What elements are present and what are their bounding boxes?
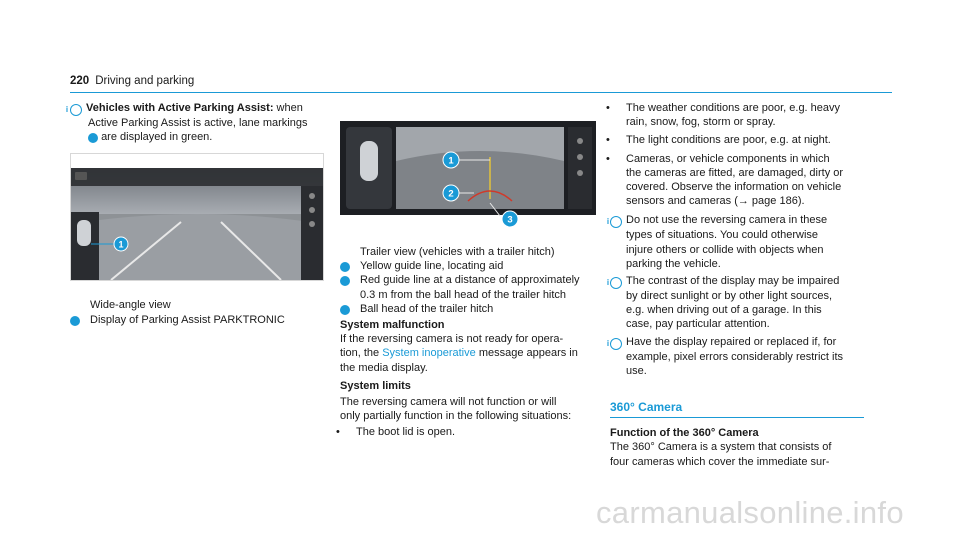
tip-text: Active Parking Assist is active, lane markings bbox=[88, 117, 308, 129]
callout-1-icon: 1 bbox=[70, 316, 80, 326]
limits-heading: System limits bbox=[340, 379, 411, 392]
trailer-view-illustration bbox=[340, 101, 596, 227]
section-divider bbox=[610, 417, 864, 418]
figure-caption: Trailer view (vehicles with a trailer hitch) bbox=[360, 246, 555, 258]
malfunction-text bbox=[340, 332, 598, 375]
info-circle-icon: i bbox=[610, 277, 622, 289]
section-title: Driving and parking bbox=[95, 75, 195, 87]
legend-text: 0.3 m from the ball head of the trailer hitch bbox=[360, 288, 567, 301]
svg-text:1: 1 bbox=[448, 155, 454, 167]
body-text: the media display. bbox=[340, 361, 428, 374]
body-text: tion, the bbox=[340, 347, 380, 360]
tip-text: parking the vehicle. bbox=[626, 257, 721, 270]
tip-active-parking bbox=[65, 101, 324, 144]
legend-text: Red guide line at a distance of approximately bbox=[360, 274, 580, 287]
list-item bbox=[606, 133, 864, 147]
legend-item bbox=[332, 273, 598, 301]
bullet-dot-icon: • bbox=[606, 152, 610, 165]
list-item-text: covered. Observe the information on vehicle bbox=[626, 181, 842, 194]
svg-text:1: 1 bbox=[118, 239, 124, 250]
info-circle-icon: i bbox=[610, 216, 622, 228]
list-item bbox=[606, 101, 864, 129]
legend-item bbox=[332, 302, 598, 316]
column-1 bbox=[62, 101, 324, 327]
legend-text: Yellow guide line, locating aid bbox=[360, 260, 504, 273]
page-header bbox=[70, 74, 194, 88]
wide-angle-camera-image bbox=[70, 153, 324, 281]
callout-2-icon: 2 bbox=[340, 276, 350, 286]
body-text: only partially function in the following situations: bbox=[340, 410, 572, 423]
limits-text bbox=[340, 395, 598, 423]
wide-angle-view-illustration bbox=[71, 154, 323, 280]
info-circle-icon: i bbox=[610, 338, 622, 350]
tip-text: types of situations. You could otherwise bbox=[626, 229, 819, 242]
function-text bbox=[610, 440, 864, 468]
tip-text: The contrast of the display may be impaired bbox=[626, 275, 840, 288]
tip-text: e.g. when driving out of a garage. In this bbox=[626, 304, 822, 317]
tip-text: Have the display repaired or replaced if, for bbox=[626, 335, 837, 348]
display-message: System inoperative bbox=[382, 347, 476, 360]
figure-caption: Wide-angle view bbox=[90, 299, 171, 312]
bullet-dot-icon: • bbox=[606, 102, 610, 114]
function-heading: Function of the 360° Camera bbox=[610, 427, 759, 440]
malfunction-heading: System malfunction bbox=[340, 319, 445, 332]
watermark: carmanualsonline.info bbox=[596, 495, 904, 530]
body-text: The 360° Camera is a system that consists of bbox=[610, 441, 832, 454]
column-2 bbox=[332, 101, 598, 440]
tip-text: are displayed in green. bbox=[101, 131, 213, 144]
svg-text:3: 3 bbox=[507, 214, 513, 226]
tip-text: injure others or collide with objects when bbox=[626, 243, 824, 256]
callout-1-icon: 1 bbox=[340, 262, 350, 272]
list-item bbox=[336, 425, 598, 439]
list-item-text: the cameras are fitted, are damaged, dirty or bbox=[626, 166, 844, 179]
svg-text:2: 2 bbox=[448, 188, 454, 200]
tip-block bbox=[606, 335, 864, 378]
header-divider bbox=[70, 92, 892, 93]
tip-block bbox=[606, 213, 864, 271]
callout-3-icon: 3 bbox=[340, 305, 350, 315]
legend-text: Display of Parking Assist PARKTRONIC bbox=[90, 313, 285, 326]
tip-text: example, pixel errors considerably restrict its bbox=[626, 350, 844, 363]
tip-text: use. bbox=[626, 364, 647, 377]
body-text: four cameras which cover the immediate sur- bbox=[610, 455, 830, 468]
list-item-text: The boot lid is open. bbox=[356, 426, 456, 439]
tip-text: Do not use the reversing camera in these bbox=[626, 214, 828, 227]
list-item bbox=[606, 152, 864, 209]
legend-item bbox=[62, 313, 324, 327]
page-number: 220 bbox=[70, 75, 90, 87]
tip-text: when bbox=[276, 102, 303, 114]
legend-text: Ball head of the trailer hitch bbox=[360, 302, 494, 315]
body-text: If the reversing camera is not ready for opera- bbox=[340, 333, 564, 346]
tip-text: case, pay particular attention. bbox=[626, 318, 770, 331]
list-item-text: Cameras, or vehicle components in which bbox=[626, 152, 830, 165]
tip-block bbox=[606, 274, 864, 332]
body-text: message appears in bbox=[478, 347, 578, 360]
body-text: The reversing camera will not function or will bbox=[340, 396, 557, 409]
info-circle-icon: i bbox=[70, 104, 82, 116]
section-heading: 360° Camera bbox=[610, 400, 683, 415]
list-item-text: rain, snow, fog, storm or spray. bbox=[626, 116, 776, 129]
section-360-camera bbox=[610, 400, 864, 418]
callout-4-icon: 4 bbox=[88, 133, 98, 143]
tip-text: by direct sunlight or by other light sources, bbox=[626, 290, 833, 303]
list-item-text: The light conditions are poor, e.g. at night. bbox=[626, 134, 831, 147]
trailer-view-camera-image bbox=[340, 101, 596, 227]
legend-item bbox=[332, 259, 598, 273]
page-reference-link[interactable]: sensors and cameras (→ page 186). bbox=[626, 195, 805, 208]
column-3 bbox=[606, 101, 864, 469]
bullet-dot-icon: • bbox=[336, 426, 340, 439]
bullet-dot-icon: • bbox=[606, 134, 610, 147]
tip-title: Vehicles with Active Parking Assist: bbox=[86, 102, 274, 114]
list-item-text: The weather conditions are poor, e.g. heavy bbox=[626, 102, 841, 114]
